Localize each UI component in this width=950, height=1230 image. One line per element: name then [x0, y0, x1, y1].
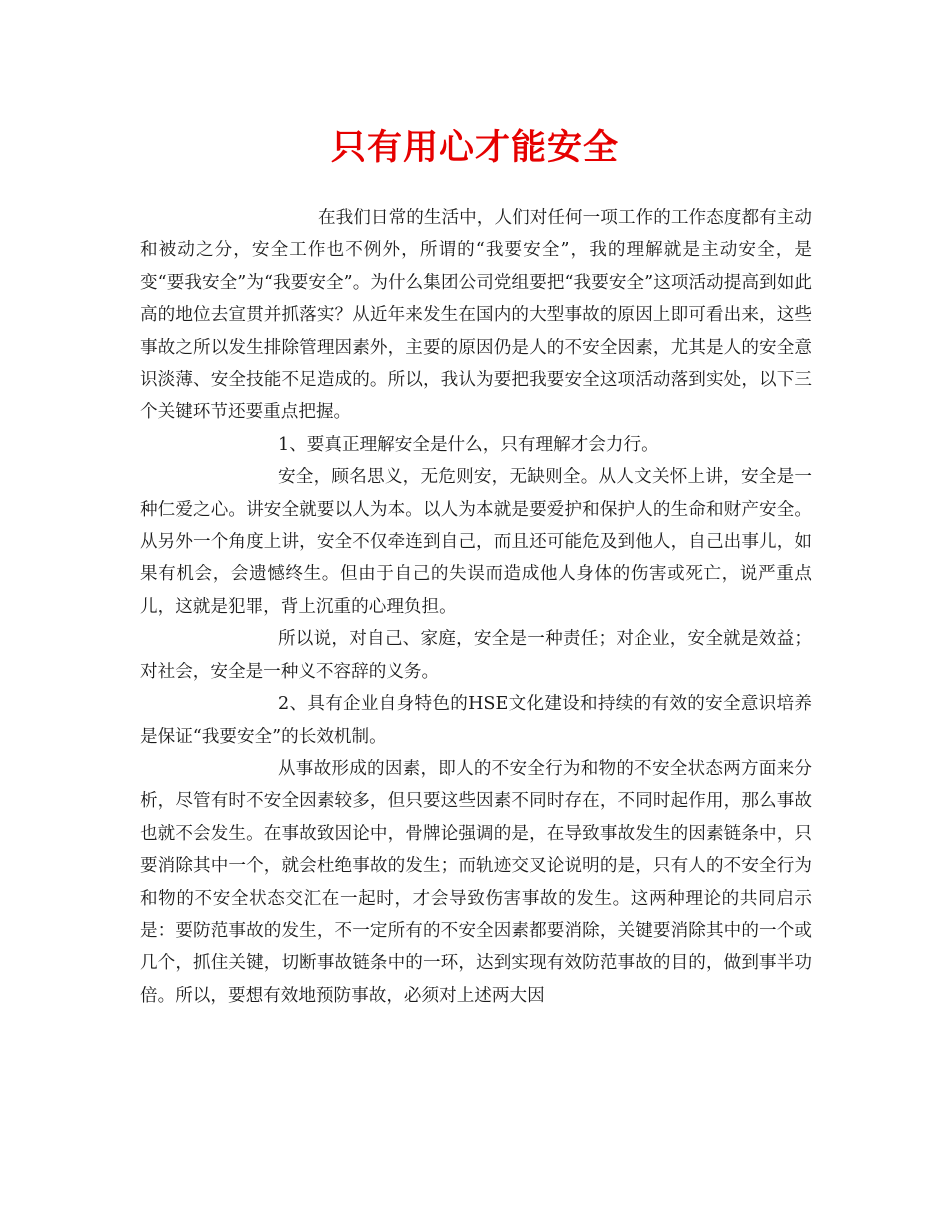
paragraph-responsibility: 所以说，对自己、家庭，安全是一种责任；对企业，安全就是效益；对社会，安全是一种义不容辞的义务。: [140, 629, 812, 682]
paragraph-safety-meaning: 安全，顾名思义，无危则安，无缺则全。从人文关怀上讲，安全是一种仁爱之心。讲安全就要以人为本。以人为本就是要爱护和保护人的生命和财产安全。从另外一个角度上讲，安全不仅牵连到自己，而且还可能危及到他人，自己出事儿，如果有机会，会遗憾终生。但由于自己的失误而造成他人身体的伤害或死亡，说严重点儿，这就是犯罪，背上沉重的心理负担。: [140, 467, 812, 617]
document-body: [140, 202, 812, 1012]
paragraph-accident-factors: 从事故形成的因素，即人的不安全行为和物的不安全状态两方面来分析，尽管有时不安全因素较多，但只要这些因素不同时存在，不同时起作用，那么事故也就不会发生。在事故致因论中，骨牌论强调的是，在导致事故发生的因素链条中，只要消除其中一个，就会杜绝事故的发生；而轨迹交叉论说明的是，只有人的不安全行为和物的不安全状态交汇在一起时，才会导致伤害事故的发生。这两种理论的共同启示是：要防范事故的发生，不一定所有的不安全因素都要消除，关键要消除其中的一个或几个，抓住关键，切断事故链条中的一环，达到实现有效防范事故的目的，做到事半功倍。所以，要想有效地预防事故，必须对上述两大因: [140, 758, 812, 1006]
document-title: 只有用心才能安全: [330, 127, 619, 168]
paragraph-point-2: 2、具有企业自身特色的HSE文化建设和持续的有效的安全意识培养是保证“我要安全”的长效机制。: [140, 694, 812, 747]
paragraph-intro: 在我们日常的生活中，人们对任何一项工作的工作态度都有主动和被动之分，安全工作也不例外，所谓的“我要安全”，我的理解就是主动安全，是变“要我安全”为“我要安全”。为什么集团公司党组要把“我要安全”这项活动提高到如此高的地位去宣贯并抓落实？从近年来发生在国内的大型事故的原因上即可看出来，这些事故之所以发生排除管理因素外，主要的原因仍是人的不安全因素，尤其是人的安全意识淡薄、安全技能不足造成的。所以，我认为要把我要安全这项活动落到实处，以下三个关键环节还要重点把握。: [140, 208, 812, 423]
paragraph-point-1: 1、要真正理解安全是什么，只有理解才会力行。: [278, 434, 659, 455]
